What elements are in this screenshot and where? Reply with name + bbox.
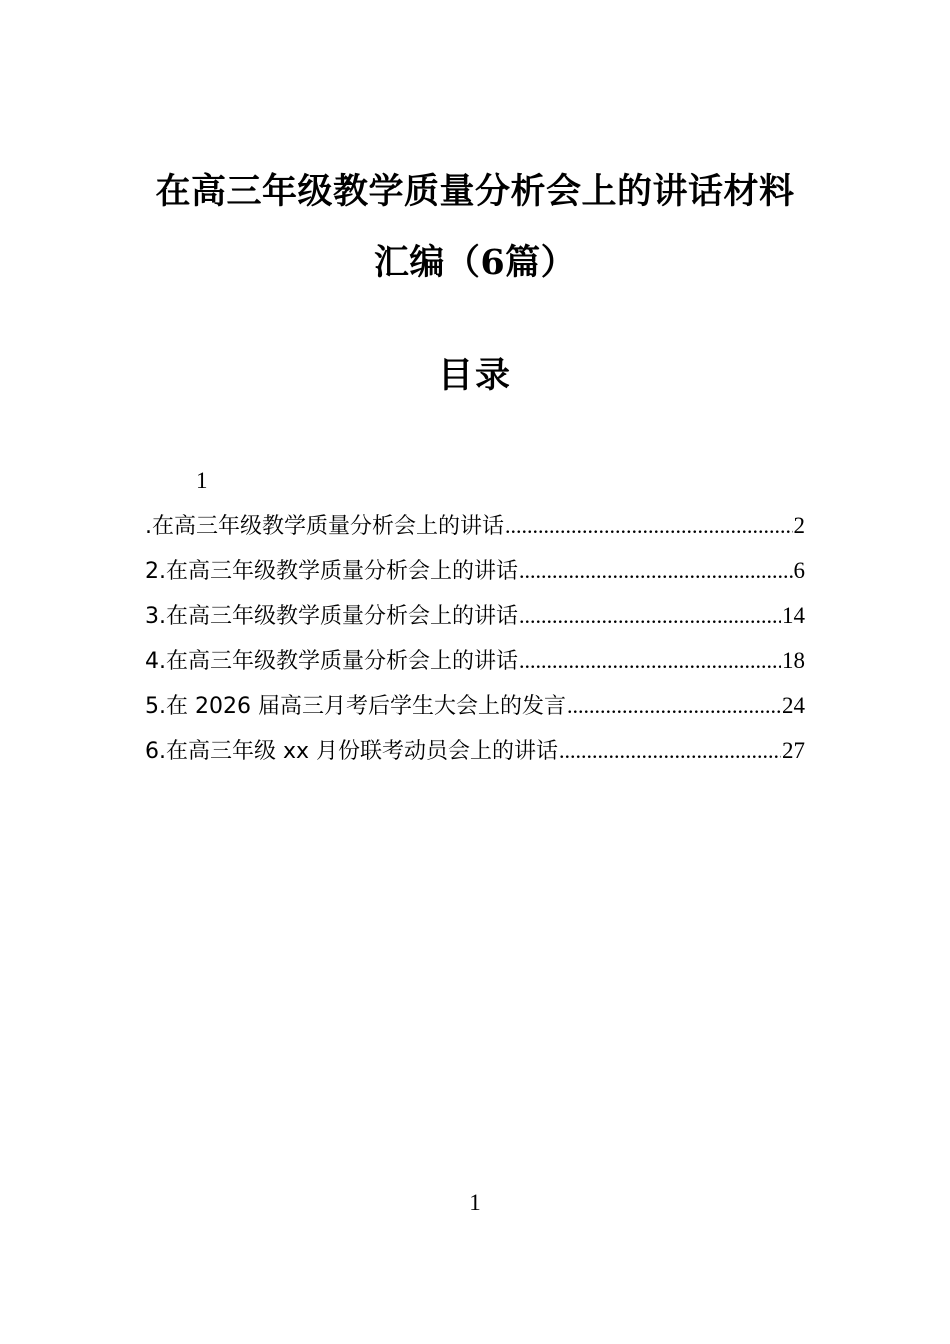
document-title-line-2: 汇编（6篇） <box>373 242 577 283</box>
document-title-line-1: 在高三年级教学质量分析会上的讲话材料 <box>155 171 795 212</box>
toc-dot-leader <box>519 596 781 636</box>
toc-entry-page-number: 24 <box>782 693 805 718</box>
toc-entry-3[interactable] <box>145 596 805 641</box>
toc-entry-5[interactable] <box>145 686 805 731</box>
toc-heading: 目录 <box>437 355 512 396</box>
toc-entry-page-number: 18 <box>782 648 805 673</box>
toc-entry-title: 6.在高三年级 xx 月份联考动员会上的讲话 <box>145 739 559 764</box>
toc-dot-leader <box>559 731 781 771</box>
toc-entry-4[interactable] <box>145 641 805 686</box>
toc-entry-page-number: 14 <box>782 603 805 628</box>
toc-entry-page-number: 2 <box>793 513 805 538</box>
toc-entry-title: .在高三年级教学质量分析会上的讲话 <box>145 514 504 539</box>
toc-entry-6[interactable] <box>145 731 805 776</box>
toc-dot-leader <box>519 641 781 681</box>
toc-entry-title: 2.在高三年级教学质量分析会上的讲话 <box>145 559 518 584</box>
toc-entry-title: 5.在 2026 届高三月考后学生大会上的发言 <box>145 694 566 719</box>
toc-entry-1[interactable] <box>145 506 805 551</box>
toc-dot-leader <box>567 686 781 726</box>
toc-first-number: 1 <box>196 468 208 493</box>
toc-list <box>145 506 805 776</box>
toc-entry-page-number: 6 <box>793 558 805 583</box>
toc-entry-2[interactable] <box>145 551 805 596</box>
toc-entry-title: 3.在高三年级教学质量分析会上的讲话 <box>145 604 518 629</box>
toc-entry-title: 4.在高三年级教学质量分析会上的讲话 <box>145 649 518 674</box>
page-number: 1 <box>469 1190 481 1215</box>
toc-dot-leader <box>505 506 793 546</box>
toc-dot-leader <box>519 551 793 591</box>
table-of-contents <box>145 462 805 776</box>
toc-entry-page-number: 27 <box>782 738 805 763</box>
